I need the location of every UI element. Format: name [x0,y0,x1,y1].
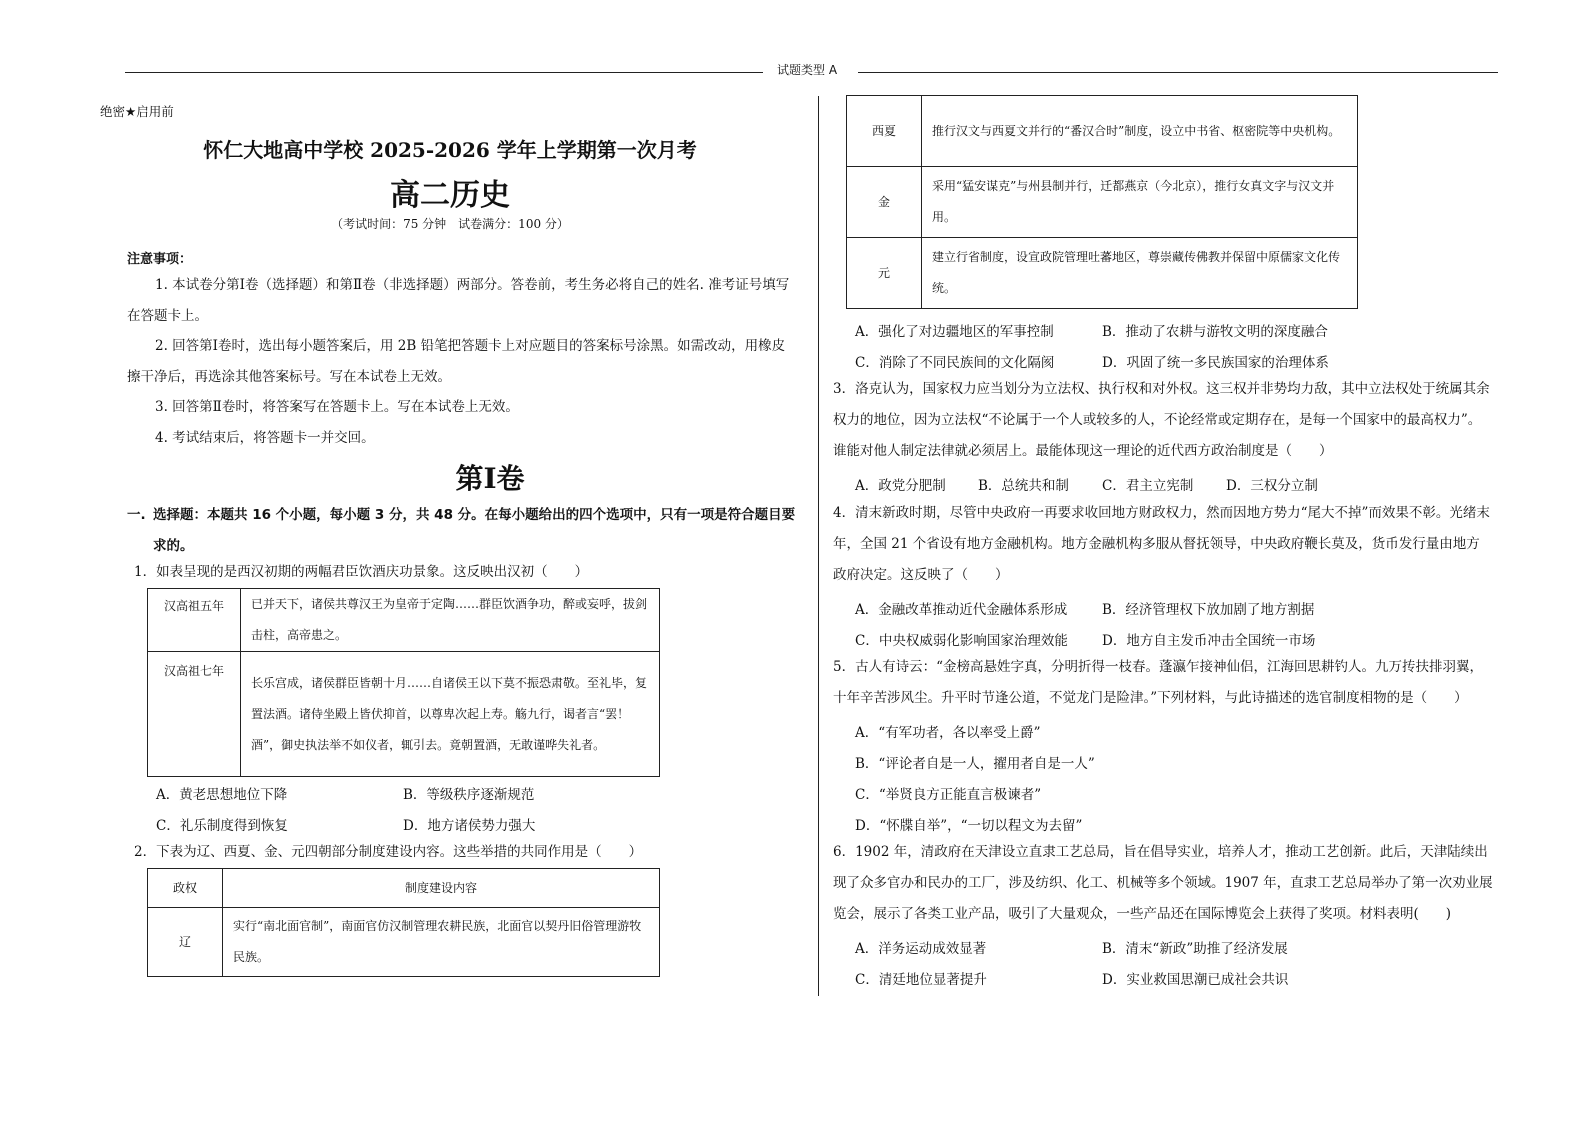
question-5-stem: 5．古人有诗云：“金榜高悬姓字真，分明折得一枝春。蓬瀛乍接神仙侣，江海回思耕钓人。九万抟扶排羽翼，十年辛苦涉风尘。升平时节逢公道，不觉龙门是险津。”下列材料，与此诗描述的选官制度相物的是（ ） [833,659,1483,706]
table-row [847,96,1358,167]
table-cell-content: 长乐宫成，诸侯群臣皆朝十月……自诸侯王以下莫不振恐肃敬。至礼毕，复置法酒。诸侍坐殿上皆伏抑首，以尊卑次起上寿。觞九行，谒者言“罢！酒”，御史执法举不如仪者，辄引去。竟朝置酒，无敢谨哗失礼者。 [241,652,660,777]
section-number: 一. [127,507,146,523]
option-b: B．清末“新政”助推了经济发展 [1102,941,1288,957]
question-2-stem: 2．下表为辽、西夏、金、元四朝部分制度建设内容。这些举措的共同作用是（ ） [134,844,643,860]
exam-title: 怀仁大地高中学校 2025-2026 学年上学期第一次月考 [203,138,697,162]
option-d: D．三权分立制 [1226,478,1318,494]
option-d: D．地方自主发币冲击全国统一市场 [1102,633,1316,649]
subject-title: 高二历史 [390,178,510,213]
question-1-table [147,588,660,777]
table-cell-label: 汉高祖五年 [148,589,241,652]
note-item: 2. 回答第Ⅰ卷时，选出每小题答案后，用 2B 铅笔把答题卡上对应题目的答案标号涂黑。如需改动，用橡皮擦干净后，再选涂其他答案标号。写在本试卷上无效。 [127,338,786,385]
notes-title: 注意事项： [127,252,193,267]
table-cell-label: 西夏 [847,96,922,167]
section-instructions [127,500,797,562]
table-cell-content: 采用“猛安谋克”与州县制并行，迁都燕京（今北京），推行女真文字与汉文并用。 [922,167,1358,238]
option-a: A．金融改革推动近代金融体系形成 [855,602,1068,618]
question-2-table-part2 [846,95,1358,309]
option-a: A．洋务运动成效显著 [855,941,987,957]
question-2-table-part1 [147,868,660,977]
note-item: 4. 考试结束后，将答题卡一并交回。 [155,430,375,446]
table-cell-label: 汉高祖七年 [148,652,241,777]
table-header-row [148,869,660,908]
table-cell-content: 建立行省制度，设宣政院管理吐蕃地区，尊崇藏传佛教并保留中原儒家文化传统。 [922,238,1358,309]
option-b: B．总统共和制 [978,478,1069,494]
option-a: A．黄老思想地位下降 [156,787,288,803]
table-row [148,908,660,977]
option-c: C．清廷地位显著提升 [855,972,987,988]
exam-time-info: （考试时间：75 分钟 试卷满分：100 分） [331,217,569,231]
header-rule-right [858,72,1498,73]
option-c: C．“举贤良方正能直言极谏者” [855,787,1042,803]
option-d: D．“怀牒自举”，“一切以程文为去留” [855,818,1083,834]
table-cell-content: 已并天下，诸侯共尊汉王为皇帝于定陶……群臣饮酒争功，醉或妄呼，拔剑击柱，高帝患之。 [241,589,660,652]
table-cell-label: 金 [847,167,922,238]
option-c: C．中央权威弱化影响国家治理效能 [855,633,1068,649]
option-d: D．实业救国思潮已成社会共识 [1102,972,1289,988]
question-3-stem: 3．洛克认为，国家权力应当划分为立法权、执行权和对外权。这三权并非势均力敌，其中立法权处于统属其余权力的地位，因为立法权“不论属于一个人或较多的人，不论经常或定期存在，是每一个国家中的最高权力”。谁能对他人制定法律就必须居上。最能体现这一理论的近代西方政治制度是（ ） [833,381,1490,459]
option-d: D．地方诸侯势力强大 [403,818,536,834]
option-a: A．“有军功者，各以率受上爵” [855,725,1041,741]
table-cell-content: 实行“南北面官制”，南面官仿汉制管理农耕民族，北面官以契丹旧俗管理游牧民族。 [223,908,660,977]
table-header-cell: 政权 [148,869,223,908]
option-b: B．推动了农耕与游牧文明的深度融合 [1102,324,1328,340]
option-c: C．礼乐制度得到恢复 [156,818,288,834]
table-row [847,238,1358,309]
header-rule-left [125,72,763,73]
option-c: C．君主立宪制 [1102,478,1194,494]
table-header-cell: 制度建设内容 [223,869,660,908]
table-cell-label: 元 [847,238,922,309]
option-b: B．经济管理权下放加剧了地方割据 [1102,602,1315,618]
table-cell-label: 辽 [148,908,223,977]
option-b: B．等级秩序逐渐规范 [403,787,535,803]
question-4-stem: 4．清末新政时期，尽管中央政府一再要求收回地方财政权力，然而因地方势力“尾大不掉”而效果不彰。光绪末年，全国 21 个省设有地方金融机构。地方金融机构多服从督抚领导，中央政府鞭长莫及，货币发行量由地方政府决定。这反映了（ ） [833,505,1490,583]
table-row [148,589,660,652]
table-row [148,652,660,777]
table-row [847,167,1358,238]
section-text: 选择题：本题共 16 个小题，每小题 3 分，共 48 分。在每小题给出的四个选项中，只有一项是符合题目要求的。 [153,507,796,554]
question-1-stem: 1．如表呈现的是西汉初期的两幅君臣饮酒庆功景象。这反映出汉初（ ） [134,564,589,580]
question-6-stem: 6．1902 年，清政府在天津设立直隶工艺总局，旨在倡导实业，培养人才，推动工艺创新。此后，天津陆续出现了众多官办和民办的工厂，涉及纺织、化工、机械等多个领域。1907 年，直隶工艺总局举办了第一次劝业展览会，展示了各类工业产品，吸引了大量观众，一些产品还在国际博览会上获得了奖项。材料表明( ) [833,844,1493,922]
option-d: D．巩固了统一多民族国家的治理体系 [1102,355,1329,371]
option-c: C．消除了不同民族间的文化隔阂 [855,355,1055,371]
option-a: A．强化了对边疆地区的军事控制 [855,324,1054,340]
option-b: B．“评论者自是一人，擢用者自是一人” [855,756,1095,772]
secret-mark: 绝密★启用前 [100,104,174,119]
column-divider [818,96,819,996]
note-item: 3. 回答第Ⅱ卷时，将答案写在答题卡上。写在本试卷上无效。 [155,399,519,415]
option-a: A．政党分肥制 [855,478,946,494]
volume-title: 第Ⅰ卷 [455,462,525,495]
table-cell-content: 推行汉文与西夏文并行的“番汉合时”制度，设立中书省、枢密院等中央机构。 [922,96,1358,167]
note-item: 1. 本试卷分第Ⅰ卷（选择题）和第Ⅱ卷（非选择题）两部分。答卷前，考生务必将自己的姓名. 准考证号填写在答题卡上。 [127,277,790,324]
exam-type-label: 试题类型 A [777,63,838,77]
